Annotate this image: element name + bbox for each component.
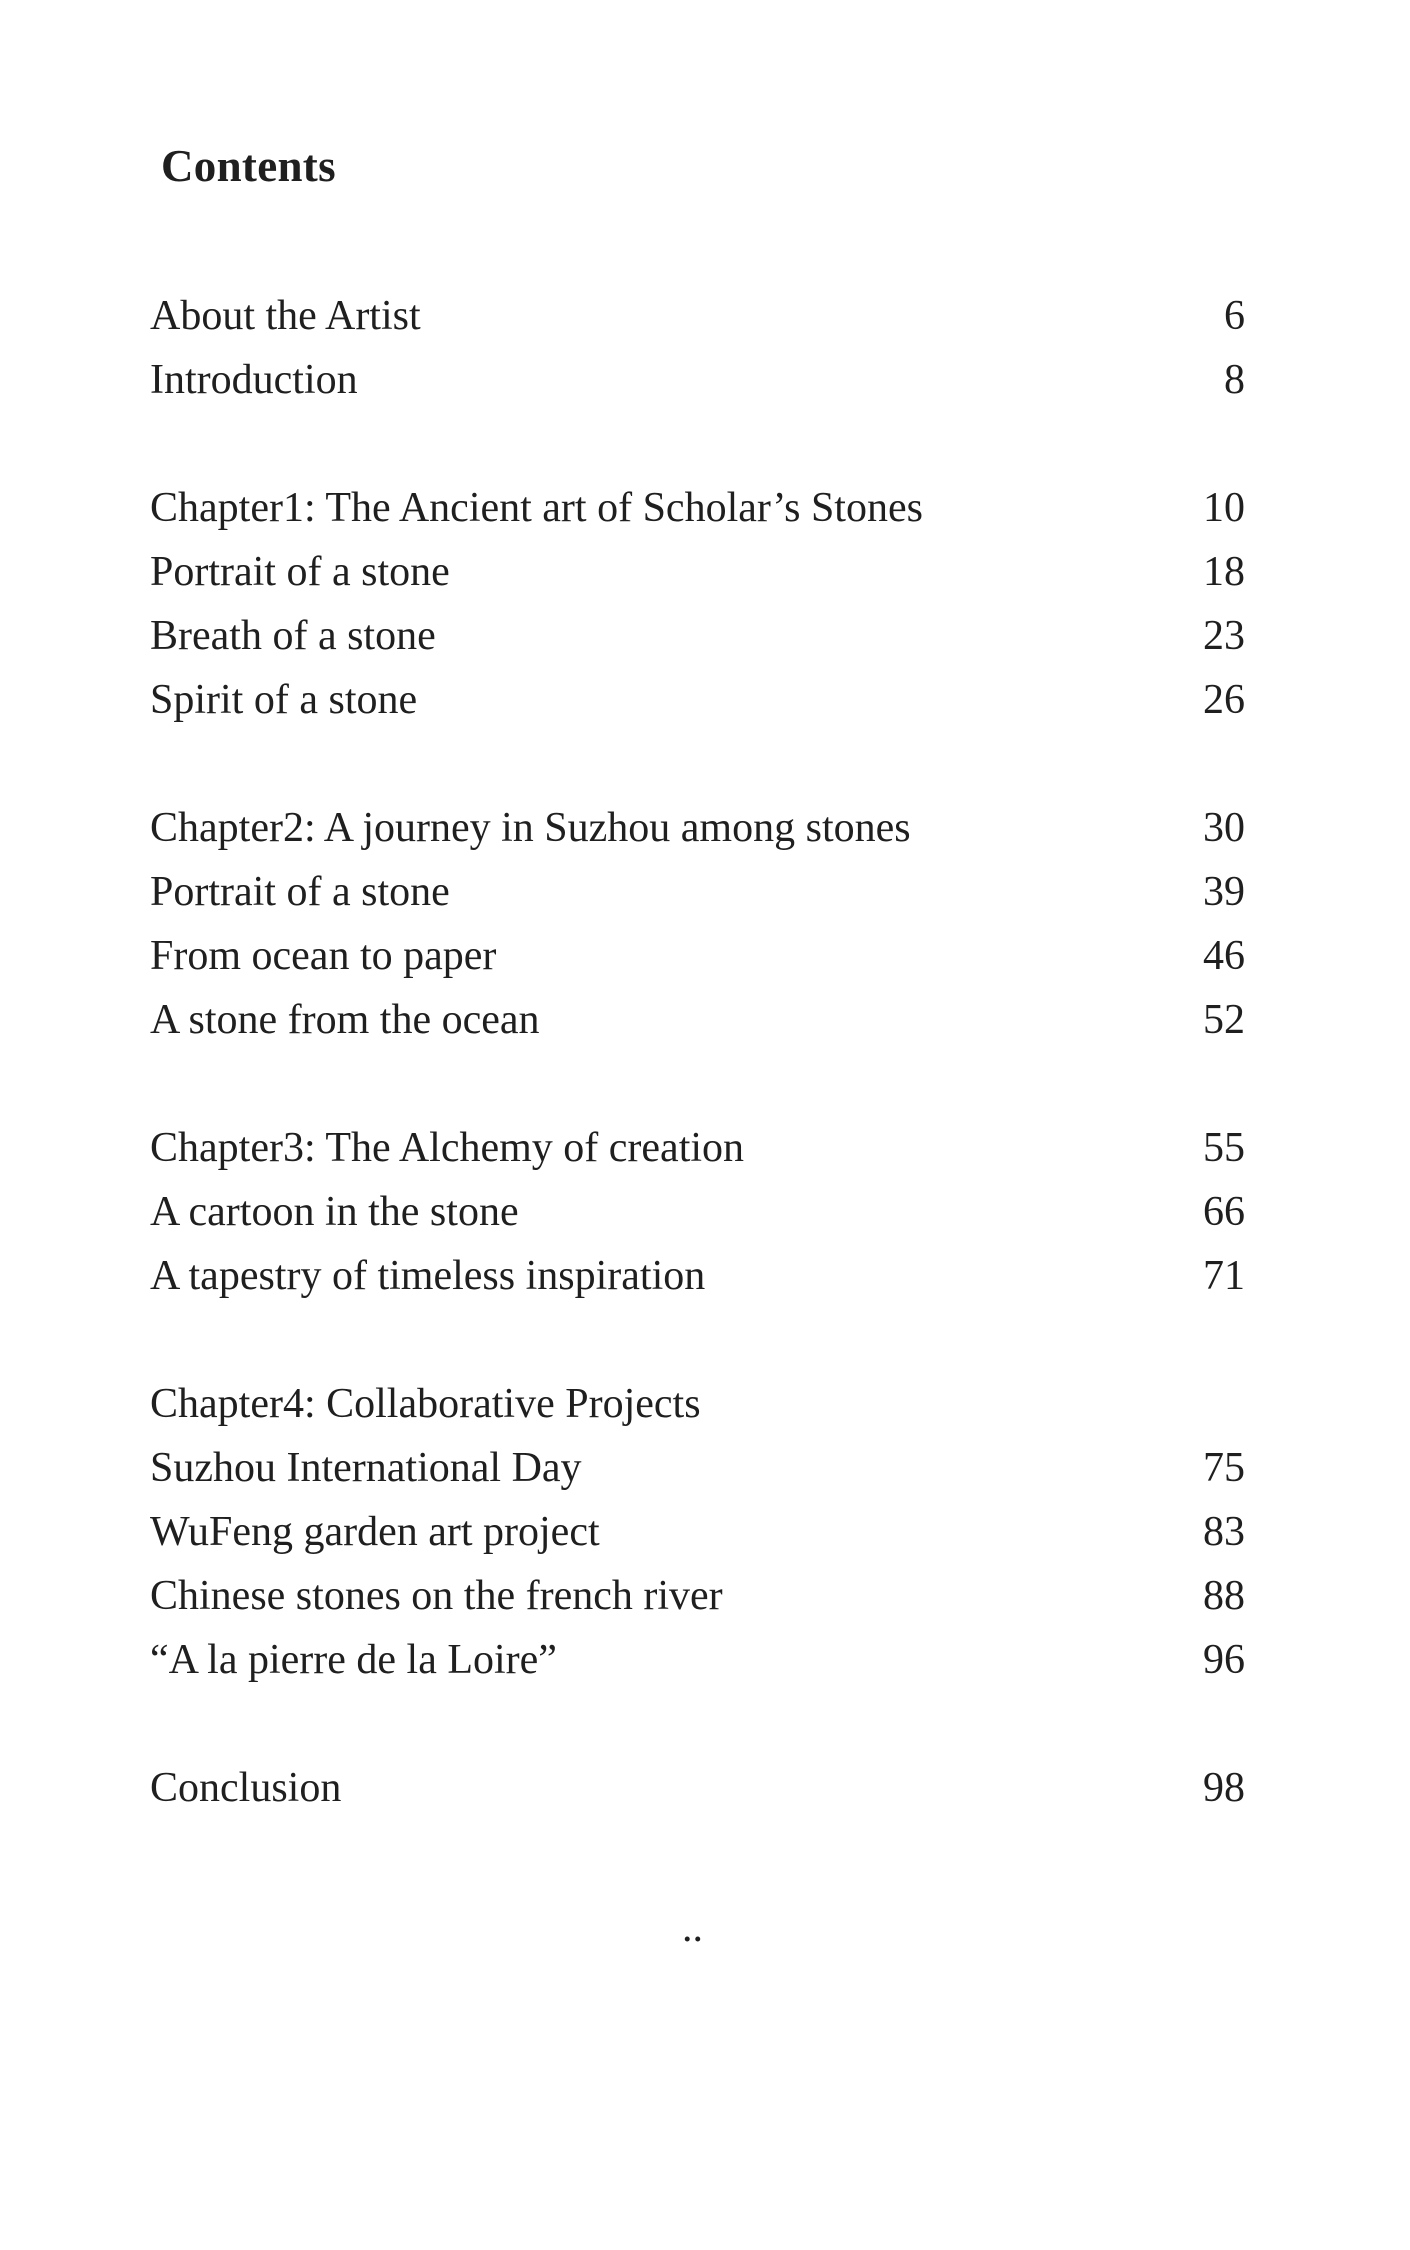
toc-entry-title: Spirit of a stone bbox=[150, 677, 418, 723]
toc-entry-page: 46 bbox=[1203, 933, 1245, 979]
toc-entry-page: 75 bbox=[1203, 1445, 1245, 1491]
toc-entry-title: Chapter4: Collaborative Projects bbox=[150, 1381, 701, 1427]
toc-entry-title: A stone from the ocean bbox=[150, 997, 540, 1043]
toc-entry-page: 23 bbox=[1203, 613, 1245, 659]
toc-entry bbox=[150, 544, 1245, 600]
toc-entry-title: Chinese stones on the french river bbox=[150, 1573, 723, 1619]
toc-entry bbox=[150, 1376, 1245, 1432]
toc-entry-page: 98 bbox=[1203, 1765, 1245, 1811]
toc-entry-page: 96 bbox=[1203, 1637, 1245, 1683]
toc-entry-page: 39 bbox=[1203, 869, 1245, 915]
toc-entry bbox=[150, 1120, 1245, 1176]
toc-entry-page: 83 bbox=[1203, 1509, 1245, 1555]
toc-entry-title: Chapter1: The Ancient art of Scholar’s Stones bbox=[150, 485, 923, 531]
toc-entry bbox=[150, 1440, 1245, 1496]
toc-entry-title: Suzhou International Day bbox=[150, 1445, 582, 1491]
page-title: Contents bbox=[161, 141, 336, 191]
toc-entry-page: 18 bbox=[1203, 549, 1245, 595]
toc-entry-page: 66 bbox=[1203, 1189, 1245, 1235]
toc-entry-page: 6 bbox=[1224, 293, 1245, 339]
toc-entry-page: 30 bbox=[1203, 805, 1245, 851]
toc-entry bbox=[150, 480, 1245, 536]
toc-entry-title: Breath of a stone bbox=[150, 613, 436, 659]
toc-entry-title: A cartoon in the stone bbox=[150, 1189, 519, 1235]
toc-entry bbox=[150, 1184, 1245, 1240]
toc-entry bbox=[150, 1248, 1245, 1304]
toc-entry-title: WuFeng garden art project bbox=[150, 1509, 600, 1555]
toc-entry-title: From ocean to paper bbox=[150, 933, 497, 979]
toc-entry-title: Portrait of a stone bbox=[150, 549, 450, 595]
toc-entry bbox=[150, 1568, 1245, 1624]
toc-entry bbox=[150, 288, 1245, 344]
toc-entry bbox=[150, 608, 1245, 664]
toc-entry-page: 88 bbox=[1203, 1573, 1245, 1619]
toc-entry bbox=[150, 1632, 1245, 1688]
toc-entry-title: Conclusion bbox=[150, 1765, 342, 1811]
toc-entry-title: About the Artist bbox=[150, 293, 421, 339]
toc-entry bbox=[150, 928, 1245, 984]
toc-entry-title: A tapestry of timeless inspiration bbox=[150, 1253, 706, 1299]
toc-entry bbox=[150, 1504, 1245, 1560]
toc-entry-title: Portrait of a stone bbox=[150, 869, 450, 915]
toc-entry bbox=[150, 352, 1245, 408]
toc-entry-page: 8 bbox=[1224, 357, 1245, 403]
toc-entry-title: Chapter2: A journey in Suzhou among stones bbox=[150, 805, 911, 851]
toc-entry bbox=[150, 992, 1245, 1048]
toc-entry-page: 10 bbox=[1203, 485, 1245, 531]
toc-entry-title: Introduction bbox=[150, 357, 358, 403]
toc-entry bbox=[150, 672, 1245, 728]
toc-entry-page: 71 bbox=[1203, 1253, 1245, 1299]
toc-entry-page: 26 bbox=[1203, 677, 1245, 723]
toc-entry bbox=[150, 864, 1245, 920]
toc-entry bbox=[150, 1760, 1245, 1816]
toc-entry-page: 52 bbox=[1203, 997, 1245, 1043]
toc-entry-page: 55 bbox=[1203, 1125, 1245, 1171]
toc-entry bbox=[150, 800, 1245, 856]
toc-entry-title: “A la pierre de la Loire” bbox=[150, 1637, 557, 1683]
toc-entry-title: Chapter3: The Alchemy of creation bbox=[150, 1125, 745, 1171]
page-footer-mark: .. bbox=[682, 1905, 703, 1951]
